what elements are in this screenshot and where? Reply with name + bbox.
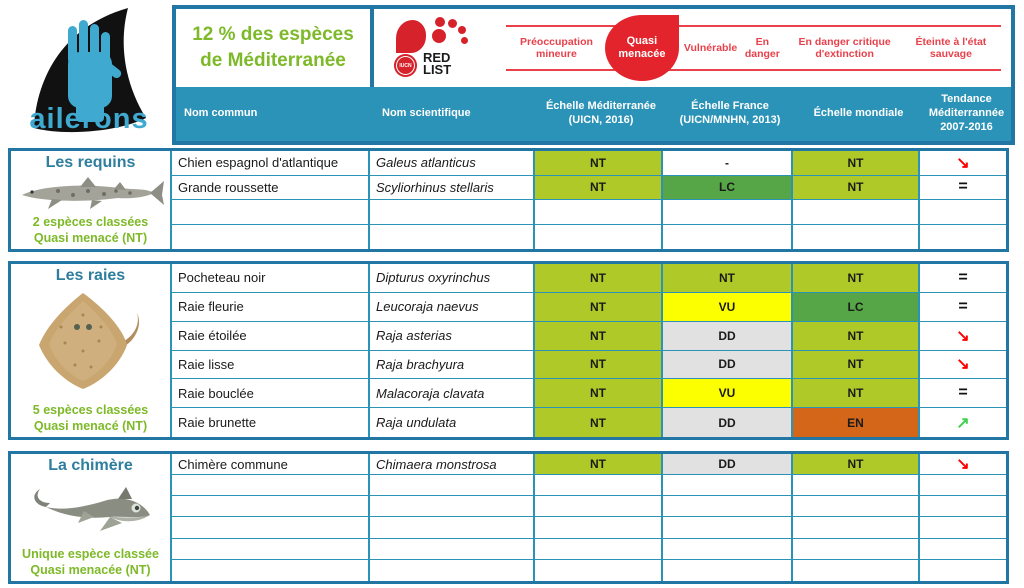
status-mediterranee-cell <box>535 496 663 517</box>
scientific-name-cell: Raja brachyura <box>370 351 535 380</box>
status-mondiale-cell: NT <box>793 454 920 475</box>
status-mediterranee-cell: NT <box>535 322 663 351</box>
stat-title-line1: 12 % des espèces <box>192 24 354 46</box>
common-name-cell <box>172 475 370 496</box>
status-france-cell <box>663 496 793 517</box>
iucn-redlist-logo <box>390 16 482 80</box>
common-name-cell: Raie bouclée <box>172 379 370 408</box>
column-header: Nom commun <box>184 107 258 120</box>
common-name-cell <box>172 200 370 225</box>
common-name-cell: Chien espagnol d'atlantique <box>172 151 370 176</box>
status-mondiale-cell: NT <box>793 176 920 201</box>
status-france-cell: LC <box>663 176 793 201</box>
common-name-cell <box>172 560 370 581</box>
status-france-cell <box>663 200 793 225</box>
section-requins <box>8 148 1009 252</box>
status-france-cell: DD <box>663 322 793 351</box>
status-mediterranee-cell: NT <box>535 151 663 176</box>
status-mondiale-cell: NT <box>793 379 920 408</box>
section-chimere <box>8 451 1009 584</box>
trend-cell: ↗ <box>956 414 970 432</box>
redlist-toe-shape <box>432 29 446 43</box>
status-mondiale-cell: LC <box>793 293 920 322</box>
trend-cell <box>920 475 1006 496</box>
section-title: Les raies <box>55 267 126 284</box>
ray-image <box>31 285 151 402</box>
species-table-requins <box>172 151 1006 249</box>
common-name-cell: Raie lisse <box>172 351 370 380</box>
trend-cell: ↘ <box>920 351 1006 380</box>
trend-cell: = <box>920 293 1006 322</box>
species-table-raies <box>172 264 1006 437</box>
section-caption: 2 espèces classées Quasi menacé (NT) <box>32 214 149 245</box>
status-mediterranee-cell: NT <box>535 264 663 293</box>
status-mediterranee-cell: NT <box>535 408 663 437</box>
status-france-cell: DD <box>663 454 793 475</box>
status-mondiale-cell: NT <box>793 322 920 351</box>
section-raies <box>8 261 1009 440</box>
column-header: Nom scientifique <box>382 107 471 120</box>
brand-name: ailerons <box>29 103 149 135</box>
status-mondiale-cell: NT <box>793 151 920 176</box>
status-mondiale-cell <box>793 560 920 581</box>
status-mondiale-cell <box>793 539 920 560</box>
status-france-cell <box>663 225 793 250</box>
scientific-name-cell: Galeus atlanticus <box>370 151 535 176</box>
threat-scale <box>506 25 1001 71</box>
status-france-cell <box>663 517 793 538</box>
column-header: Tendance Méditerrannée 2007-2016 <box>928 93 1005 133</box>
status-mondiale-cell: NT <box>793 351 920 380</box>
iucn-globe-icon: IUCN <box>394 54 417 77</box>
redlist-toe-shape <box>435 17 445 27</box>
trend-cell <box>920 560 1006 581</box>
column-header: Échelle Méditerranée (UICN, 2016) <box>545 100 657 126</box>
status-mondiale-cell <box>793 475 920 496</box>
status-france-cell <box>663 560 793 581</box>
status-france-cell: DD <box>663 408 793 437</box>
section-caption: Unique espèce classée Quasi menacée (NT) <box>22 546 159 577</box>
scientific-name-cell <box>370 560 535 581</box>
status-france-cell: DD <box>663 351 793 380</box>
common-name-cell <box>172 517 370 538</box>
scientific-name-cell <box>370 225 535 250</box>
common-name-cell <box>172 225 370 250</box>
status-mediterranee-cell: NT <box>535 176 663 201</box>
shark-image <box>18 172 164 214</box>
redlist-toe-shape <box>461 37 468 44</box>
trend-cell <box>920 517 1006 538</box>
status-mediterranee-cell <box>535 517 663 538</box>
scientific-name-cell <box>370 496 535 517</box>
redlist-pad-shape <box>396 20 426 53</box>
trend-cell: ↘ <box>920 322 1006 351</box>
status-mediterranee-cell <box>535 200 663 225</box>
category-label: Vulnérable <box>683 41 738 54</box>
common-name-cell <box>172 496 370 517</box>
status-mediterranee-cell <box>535 225 663 250</box>
status-france-cell <box>663 475 793 496</box>
common-name-cell: Grande roussette <box>172 176 370 201</box>
trend-cell: ↘ <box>920 151 1006 176</box>
status-mondiale-cell <box>793 200 920 225</box>
redlist-wordmark: RED LIST <box>423 50 452 78</box>
status-mondiale-cell <box>793 517 920 538</box>
section-requins-label <box>11 151 172 249</box>
ailerons-logo <box>6 0 170 142</box>
trend-cell <box>920 496 1006 517</box>
status-mediterranee-cell: NT <box>535 351 663 380</box>
section-chimere-label <box>11 454 172 581</box>
category-label: Préoccupation mineure <box>519 35 593 60</box>
scientific-name-cell: Malacoraja clavata <box>370 379 535 408</box>
common-name-cell: Pocheteau noir <box>172 264 370 293</box>
status-france-cell: - <box>663 151 793 176</box>
column-header: Échelle mondiale <box>813 107 904 120</box>
header-top <box>176 9 1011 87</box>
common-name-cell: Raie fleurie <box>172 293 370 322</box>
scientific-name-cell <box>370 200 535 225</box>
trend-cell: = <box>920 379 1006 408</box>
section-raies-label <box>11 264 172 437</box>
status-france-cell: VU <box>663 379 793 408</box>
redlist-toe-shape <box>458 26 466 34</box>
scientific-name-cell: Leucoraja naevus <box>370 293 535 322</box>
section-title: La chimère <box>48 457 133 474</box>
status-france-cell: NT <box>663 264 793 293</box>
scientific-name-cell: Raja asterias <box>370 322 535 351</box>
table-column-headers <box>176 87 1011 141</box>
scientific-name-cell: Chimaera monstrosa <box>370 454 535 475</box>
category-label: En danger critique d'extinction <box>798 35 891 60</box>
status-mediterranee-cell: NT <box>535 379 663 408</box>
trend-cell <box>920 200 1006 225</box>
trend-cell: = <box>920 264 1006 293</box>
redlist-scale <box>374 9 1011 87</box>
status-mondiale-cell <box>793 225 920 250</box>
category-badge-quasi-menacee: Quasi menacée <box>605 15 679 81</box>
section-caption: 5 espèces classées Quasi menacé (NT) <box>32 402 149 433</box>
scientific-name-cell: Raja undulata <box>370 408 535 437</box>
stat-title-line2: de Méditerranée <box>200 50 346 71</box>
trend-cell: ↘ <box>920 454 1006 475</box>
scientific-name-cell <box>370 517 535 538</box>
status-mediterranee-cell <box>535 560 663 581</box>
column-header: Échelle France (UICN/MNHN, 2013) <box>679 100 781 126</box>
redlist-toe-shape <box>448 19 457 28</box>
status-mediterranee-cell <box>535 475 663 496</box>
trend-cell <box>920 539 1006 560</box>
status-mediterranee-cell <box>535 539 663 560</box>
status-mediterranee-cell: NT <box>535 293 663 322</box>
chimera-image <box>26 475 156 546</box>
status-france-cell: VU <box>663 293 793 322</box>
section-title: Les requins <box>45 154 136 171</box>
scientific-name-cell: Scyliorhinus stellaris <box>370 176 535 201</box>
status-mediterranee-cell: NT <box>535 454 663 475</box>
trend-cell <box>920 225 1006 250</box>
common-name-cell: Raie étoilée <box>172 322 370 351</box>
species-table-chimere <box>172 454 1006 581</box>
common-name-cell: Chimère commune <box>172 454 370 475</box>
status-mondiale-cell: EN <box>793 408 920 437</box>
header <box>172 5 1015 145</box>
scientific-name-cell <box>370 475 535 496</box>
status-france-cell <box>663 539 793 560</box>
status-mondiale-cell <box>793 496 920 517</box>
scientific-name-cell <box>370 539 535 560</box>
status-mondiale-cell: NT <box>793 264 920 293</box>
stat-title <box>176 9 374 87</box>
common-name-cell: Raie brunette <box>172 408 370 437</box>
scientific-name-cell: Dipturus oxyrinchus <box>370 264 535 293</box>
trend-cell: = <box>920 176 1006 201</box>
category-label: Éteinte à l'état sauvage <box>915 35 987 60</box>
category-label: En danger <box>744 35 780 60</box>
common-name-cell <box>172 539 370 560</box>
